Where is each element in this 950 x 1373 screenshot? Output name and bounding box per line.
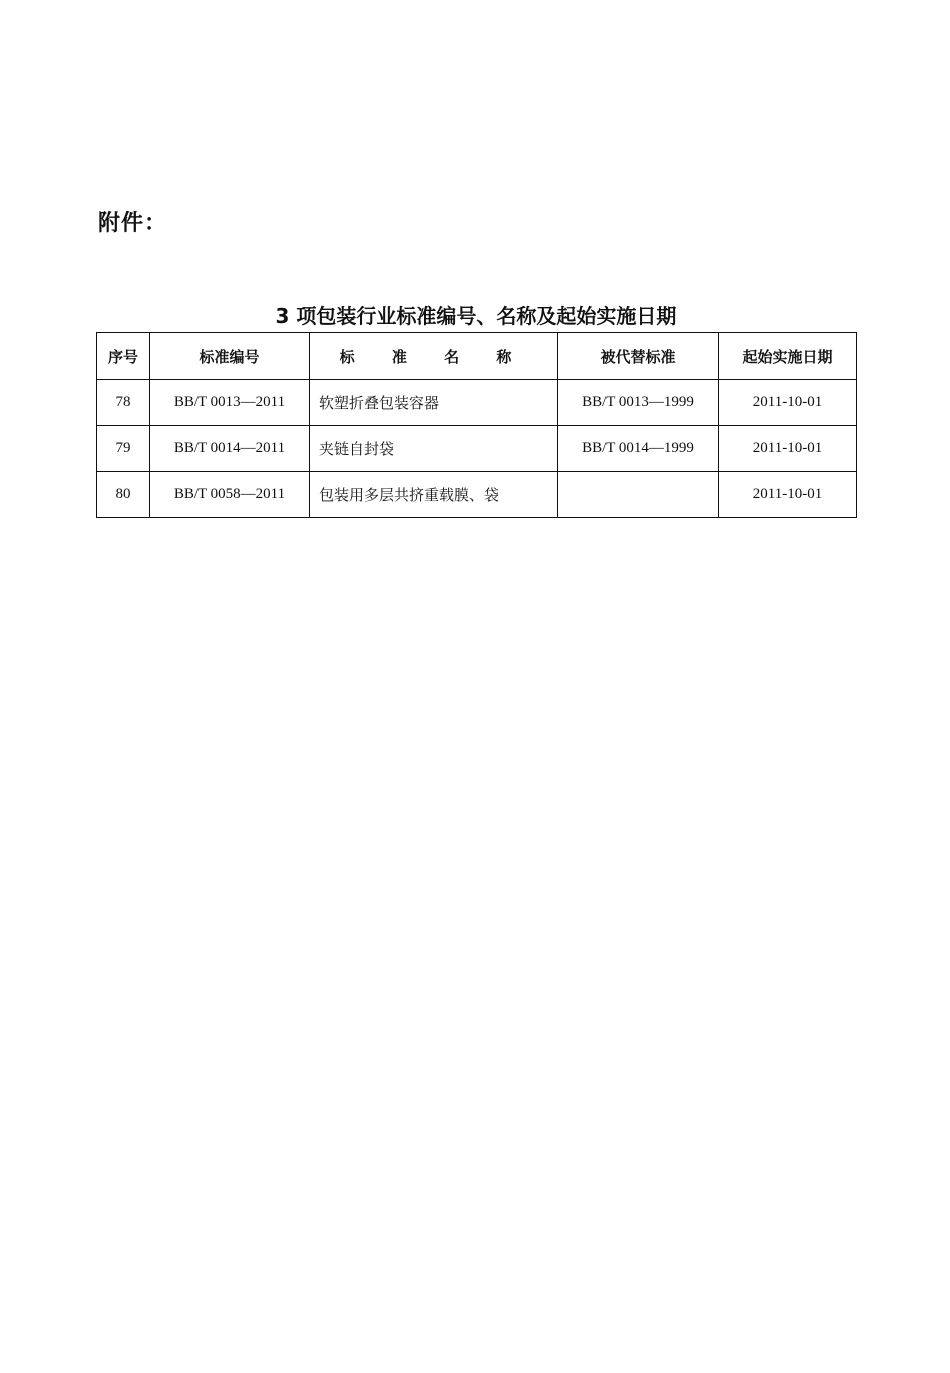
annex-label: 附件：	[98, 211, 168, 236]
header-date: 起始实施日期	[719, 333, 857, 380]
cell-name: 夹链自封袋	[310, 426, 558, 472]
table-row	[97, 380, 857, 426]
cell-seq: 79	[97, 426, 150, 472]
cell-replaced: BB/T 0014—1999	[558, 426, 719, 472]
cell-name: 包装用多层共挤重载膜、袋	[310, 472, 558, 518]
cell-code: BB/T 0013—2011	[150, 380, 310, 426]
document-title: 3 项包装行业标准编号、名称及起始实施日期	[275, 304, 677, 328]
cell-seq: 78	[97, 380, 150, 426]
table-row	[97, 426, 857, 472]
header-code: 标准编号	[150, 333, 310, 380]
header-seq: 序号	[97, 333, 150, 380]
table-header-row	[97, 333, 857, 380]
cell-code: BB/T 0058—2011	[150, 472, 310, 518]
cell-date: 2011-10-01	[719, 380, 857, 426]
header-replaced: 被代替标准	[558, 333, 719, 380]
cell-replaced	[558, 472, 719, 518]
cell-date: 2011-10-01	[719, 472, 857, 518]
cell-seq: 80	[97, 472, 150, 518]
standards-table	[96, 332, 857, 518]
table-row	[97, 472, 857, 518]
cell-replaced: BB/T 0013—1999	[558, 380, 719, 426]
cell-date: 2011-10-01	[719, 426, 857, 472]
cell-code: BB/T 0014—2011	[150, 426, 310, 472]
cell-name: 软塑折叠包装容器	[310, 380, 558, 426]
header-name: 标 准 名 称	[310, 333, 558, 380]
